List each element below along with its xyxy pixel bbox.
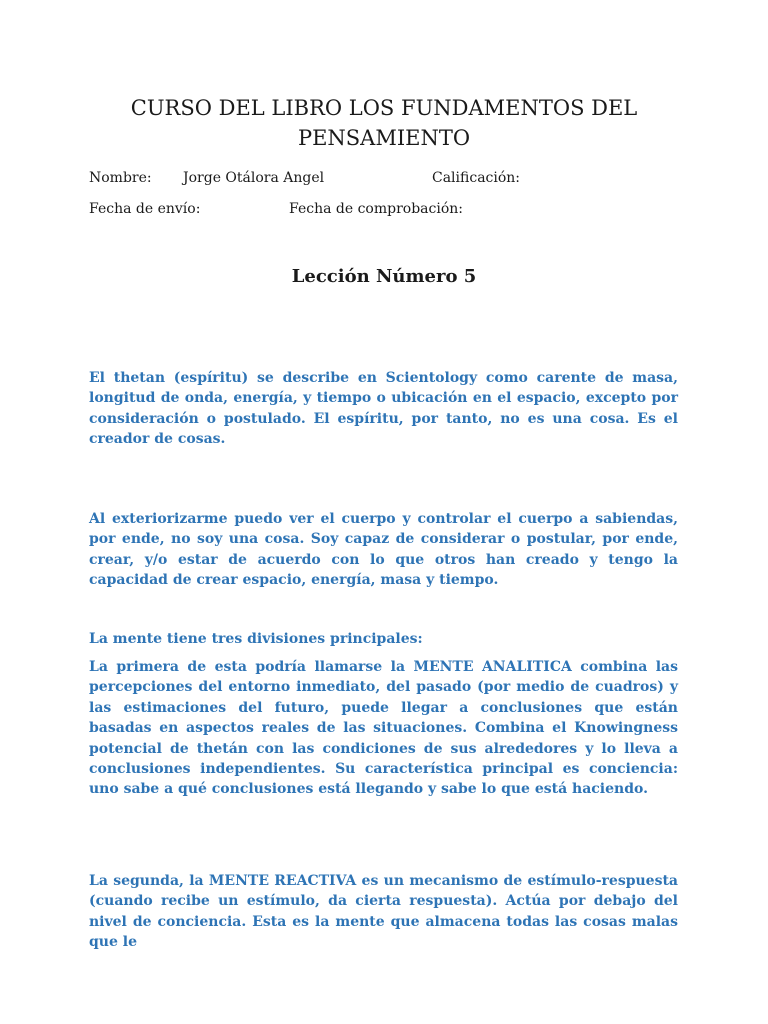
fecha-envio-label: Fecha de envío:	[89, 201, 201, 217]
lesson-heading: Lección Número 5	[291, 266, 477, 287]
paragraph-mente-analitica: La primera de esta podría llamarse la MENTE ANALITICA combina las percepciones del entorno inmediato, del pasado (por medio de cuadros) y las estimaciones del futuro, puede llegar a conclusiones que están basadas en aspectos reales de las situaciones. Combina el Knowingness potencial de thetán con las condiciones de sus alrededores y lo lleva a conclusiones independientes. Su característica principal es conciencia: uno sabe a qué conclusiones está llegando y sabe lo que está haciendo.	[89, 659, 678, 798]
paragraph-thetan: El thetan (espíritu) se describe en Scientology como carente de masa, longitud de onda, energía, y tiempo o ubicación en el espacio, excepto por consideración o postulado. El espíritu, por tanto, no es una cosa. Es el creador de cosas.	[89, 370, 678, 448]
calificacion-label: Calificación:	[432, 170, 521, 186]
nombre-value: Jorge Otálora Angel	[183, 170, 325, 186]
title-line-1: CURSO DEL LIBRO LOS FUNDAMENTOS DEL	[130, 96, 638, 120]
title-line-2: PENSAMIENTO	[297, 126, 471, 150]
fecha-comprobacion-label: Fecha de comprobación:	[289, 201, 464, 217]
document-title	[89, 93, 679, 153]
paragraph-divisiones: La mente tiene tres divisiones principales:	[89, 631, 423, 647]
nombre-label: Nombre:	[89, 170, 152, 186]
paragraph-exteriorizacion: Al exteriorizarme puedo ver el cuerpo y controlar el cuerpo a sabiendas, por ende, no soy una cosa. Soy capaz de considerar o postular, por ende, crear, y/o estar de acuerdo con lo que otros han creado y tengo la capacidad de crear espacio, energía, masa y tiempo.	[89, 511, 678, 589]
paragraph-mente-reactiva: La segunda, la MENTE REACTIVA es un mecanismo de estímulo-respuesta (cuando recibe un estímulo, da cierta respuesta). Actúa por debajo del nivel de conciencia. Esta es la mente que almacena todas las cosas malas que le	[89, 873, 678, 951]
